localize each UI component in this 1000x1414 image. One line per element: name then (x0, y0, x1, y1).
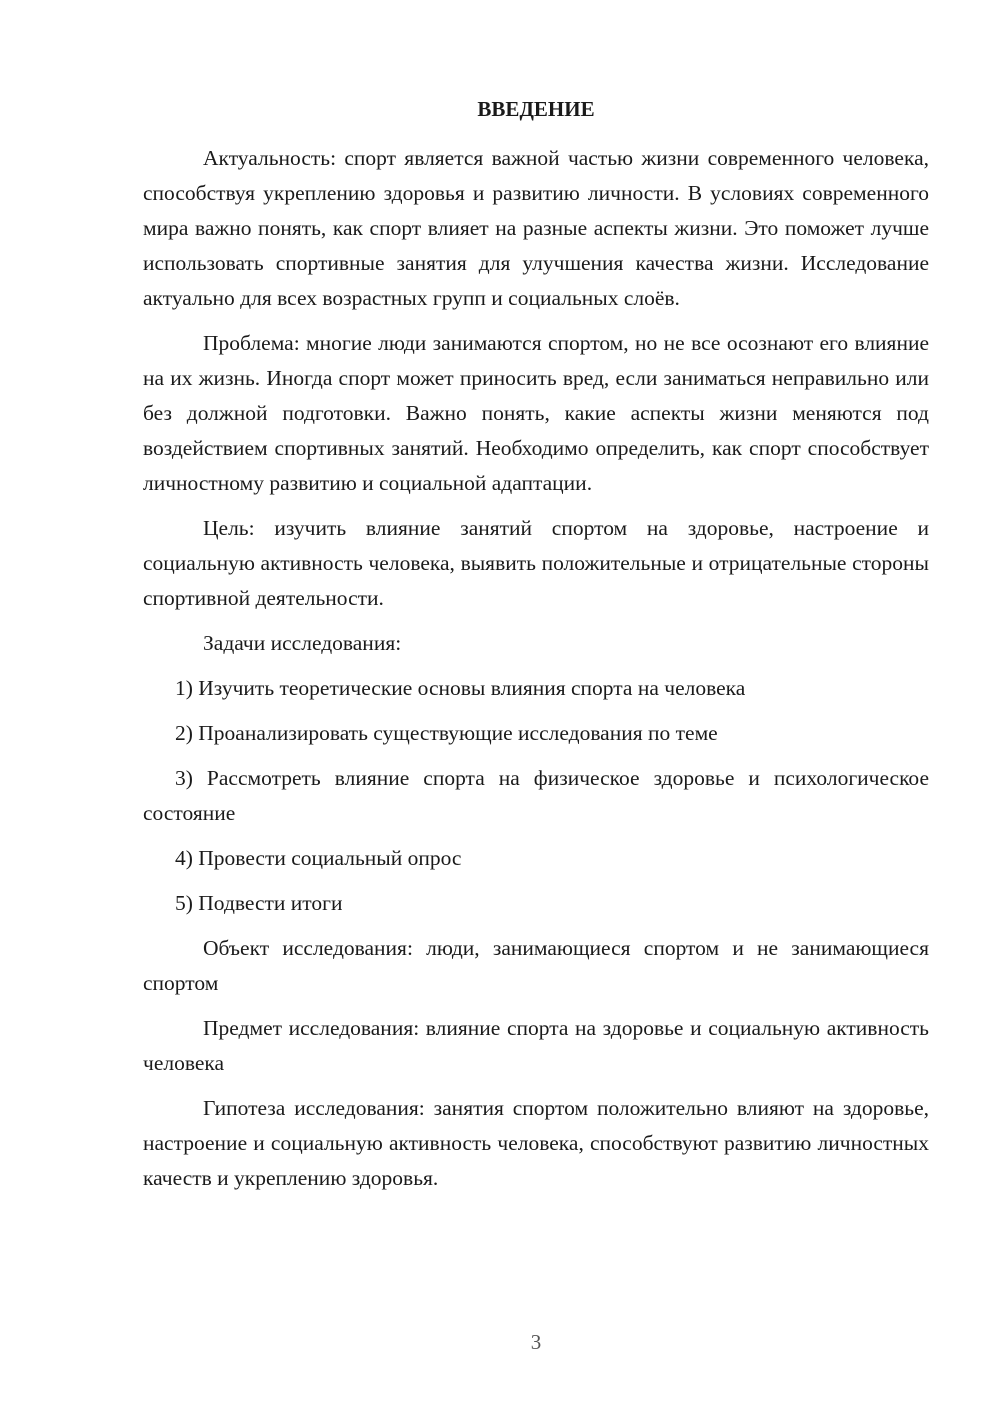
task-item: 5) Подвести итоги (175, 891, 343, 915)
goal-paragraph: Цель: изучить влияние занятий спортом на здоровье, настроение и социальную активность человека, выявить положительные и отрицательные стороны спортивной деятельности. (143, 516, 929, 610)
task-item: 2) Проанализировать существующие исследования по теме (175, 721, 718, 745)
hypothesis-paragraph: Гипотеза исследования: занятия спортом положительно влияют на здоровье, настроение и социальную активность человека, способствуют развитию личностных качеств и укреплению здоровья. (143, 1096, 929, 1190)
page-number: 3 (530, 1330, 542, 1354)
problem-paragraph: Проблема: многие люди занимаются спортом, но не все осознают его влияние на их жизнь. Иногда спорт может приносить вред, если заниматься неправильно или без должной подготовки. Важно понять, какие аспекты жизни меняются под воздействием спортивных занятий. Необходимо определить, как спорт способствует личностному развитию и социальной адаптации. (143, 331, 929, 495)
tasks-list (143, 671, 929, 921)
relevance-paragraph: Актуальность: спорт является важной частью жизни современного человека, способствуя укреплению здоровья и развитию личности. В условиях современного мира важно понять, как спорт влияет на разные аспекты жизни. Это поможет лучше использовать спортивные занятия для улучшения качества жизни. Исследование актуально для всех возрастных групп и социальных слоёв. (143, 146, 929, 310)
document-page (143, 92, 929, 1206)
object-paragraph: Объект исследования: люди, занимающиеся спортом и не занимающиеся спортом (143, 936, 929, 995)
subject-paragraph: Предмет исследования: влияние спорта на здоровье и социальную активность человека (143, 1016, 929, 1075)
task-item: 4) Провести социальный опрос (175, 846, 462, 870)
task-item: 3) Рассмотреть влияние спорта на физическое здоровье и психологическое состояние (143, 766, 929, 825)
page-title: ВВЕДЕНИЕ (477, 97, 595, 121)
task-item: 1) Изучить теоретические основы влияния спорта на человека (175, 676, 746, 700)
tasks-heading: Задачи исследования: (203, 631, 402, 655)
